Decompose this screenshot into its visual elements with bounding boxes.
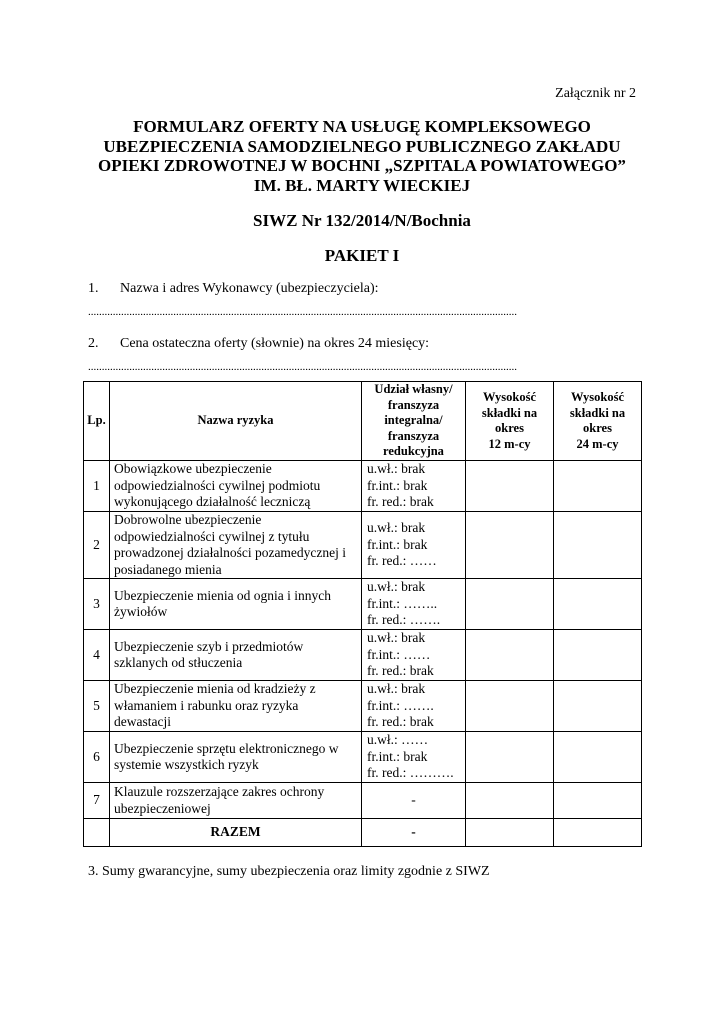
item-text: Nazwa i adres Wykonawcy (ubezpieczyciela): [120, 281, 379, 296]
total-deductible: - [362, 819, 466, 847]
deductible-cell [362, 579, 466, 630]
deductible-line: fr. red.: ………. [367, 765, 454, 781]
premium-24-cell[interactable] [554, 630, 642, 681]
title-line: UBEZPIECZENIA SAMODZIELNEGO PUBLICZNEGO ZAKŁADU [103, 136, 621, 156]
deductible-line: fr.int.: brak [367, 536, 428, 552]
deductible-cell: - [362, 783, 466, 819]
premium-12-cell[interactable] [466, 512, 554, 579]
deductible-line: fr. red.: brak [367, 663, 434, 679]
header-line: okres [495, 421, 524, 435]
table-row [84, 461, 642, 512]
row-number: 5 [84, 681, 110, 732]
premium-24-cell[interactable] [554, 512, 642, 579]
package-heading: PAKIET I [324, 246, 400, 265]
header-line: Wysokość [570, 390, 624, 404]
deductible-line: fr. red.: …… [367, 553, 437, 569]
deductible-cell [362, 461, 466, 512]
title-line: IM. BŁ. MARTY WIECKIEJ [253, 175, 471, 195]
risk-table [83, 381, 642, 847]
header-line: 24 m-cy [576, 436, 619, 451]
header-lp: Lp. [84, 382, 110, 461]
header-premium-12 [466, 382, 554, 461]
deductible-line: u.wł.: brak [367, 681, 426, 697]
deductible-line: fr.int.: …….. [367, 595, 438, 611]
form-title [60, 117, 664, 195]
deductible-line: u.wł.: brak [367, 579, 426, 595]
deductible-line: u.wł.: brak [367, 520, 426, 536]
row-number: 2 [84, 512, 110, 579]
row-number: 6 [84, 732, 110, 783]
header-deductible [362, 382, 466, 461]
risk-name: Dobrowolne ubezpieczenie odpowiedzialności cywilnej z tytułu prowadzonej działalności pozamedycznej i posiadanego mienia [110, 512, 362, 579]
total-premium-12[interactable] [466, 819, 554, 847]
deductible-line: fr.int.: brak [367, 477, 428, 493]
item-text: Cena ostateczna oferty (słownie) na okres 24 miesięcy: [120, 336, 430, 351]
premium-24-cell[interactable] [554, 681, 642, 732]
table-row [84, 630, 642, 681]
deductible-line: fr. red.: ……. [367, 612, 441, 628]
row-number: 1 [84, 461, 110, 512]
header-line: franszyza [387, 428, 440, 443]
premium-24-cell[interactable] [554, 579, 642, 630]
risk-name: Ubezpieczenie szyb i przedmiotów szklanych od stłuczenia [110, 630, 362, 681]
row-number: 3 [84, 579, 110, 630]
premium-24-cell[interactable] [554, 783, 642, 819]
deductible-line: u.wł.: …… [367, 732, 429, 748]
total-label: RAZEM [110, 819, 362, 847]
deductible-line: u.wł.: brak [367, 461, 426, 477]
deductible-cell [362, 732, 466, 783]
deductible-line: fr.int.: brak [367, 748, 428, 764]
total-premium-24[interactable] [554, 819, 642, 847]
item-number: 1. [88, 281, 99, 296]
siwz-number: SIWZ Nr 132/2014/N/Bochnia [253, 211, 471, 230]
item-price [88, 336, 429, 352]
deductible-line: fr. red.: brak [367, 494, 434, 510]
header-line: okres [583, 421, 612, 435]
table-row [84, 512, 642, 579]
title-line: FORMULARZ OFERTY NA USŁUGĘ KOMPLEKSOWEGO [133, 117, 591, 136]
header-line: franszyza [387, 397, 440, 412]
header-risk-name: Nazwa ryzyka [110, 382, 362, 461]
table-row [84, 579, 642, 630]
premium-12-cell[interactable] [466, 783, 554, 819]
total-empty-cell [84, 819, 110, 847]
risk-name: Klauzule rozszerzające zakres ochrony ubezpieczeniowej [110, 783, 362, 819]
deductible-cell [362, 681, 466, 732]
item-number: 2. [88, 336, 99, 351]
header-line: Wysokość [482, 390, 536, 404]
premium-12-cell[interactable] [466, 681, 554, 732]
deductible-cell [362, 630, 466, 681]
premium-24-cell[interactable] [554, 461, 642, 512]
header-line: 12 m-cy [488, 436, 531, 451]
deductible-line: u.wł.: brak [367, 630, 426, 646]
header-line: redukcyjna [383, 444, 444, 459]
header-premium-24 [554, 382, 642, 461]
item-sums-insured: 3. Sumy gwarancyjne, sumy ubezpieczenia oraz limity zgodnie z SIWZ [88, 864, 490, 879]
premium-12-cell[interactable] [466, 579, 554, 630]
deductible-line: fr.int.: …… [367, 646, 431, 662]
annex-label: Załącznik nr 2 [555, 86, 636, 101]
header-line: składki na [481, 405, 538, 420]
deductible-line: fr.int.: ……. [367, 697, 434, 713]
risk-name: Ubezpieczenie sprzętu elektronicznego w systemie wszystkich ryzyk [110, 732, 362, 783]
risk-name: Ubezpieczenie mienia od kradzieży z włamaniem i rabunku oraz ryzyka dewastacji [110, 681, 362, 732]
title-line: OPIEKI ZDROWOTNEJ W BOCHNI „SZPITALA POWIATOWEGO” [98, 156, 626, 175]
table-header-row [84, 382, 642, 461]
total-row [84, 819, 642, 847]
price-fill-line[interactable]: ............................................................................................................................................................ [88, 361, 517, 373]
premium-12-cell[interactable] [466, 630, 554, 681]
risk-name: Ubezpieczenie mienia od ognia i innych żywiołów [110, 579, 362, 630]
item-contractor [88, 281, 379, 297]
premium-24-cell[interactable] [554, 732, 642, 783]
row-number: 4 [84, 630, 110, 681]
contractor-fill-line[interactable]: ............................................................................................................................................................ [88, 306, 517, 318]
deductible-cell [362, 512, 466, 579]
table-row [84, 681, 642, 732]
header-line: integralna/ [384, 413, 443, 428]
header-line: składki na [569, 405, 626, 420]
risk-name: Obowiązkowe ubezpieczenie odpowiedzialności cywilnej podmiotu wykonującego działalność leczniczą [110, 461, 362, 512]
row-number: 7 [84, 783, 110, 819]
table-row [84, 732, 642, 783]
premium-12-cell[interactable] [466, 732, 554, 783]
table-row [84, 783, 642, 819]
deductible-line: fr. red.: brak [367, 714, 434, 730]
header-line: Udział własny/ [374, 382, 453, 397]
premium-12-cell[interactable] [466, 461, 554, 512]
